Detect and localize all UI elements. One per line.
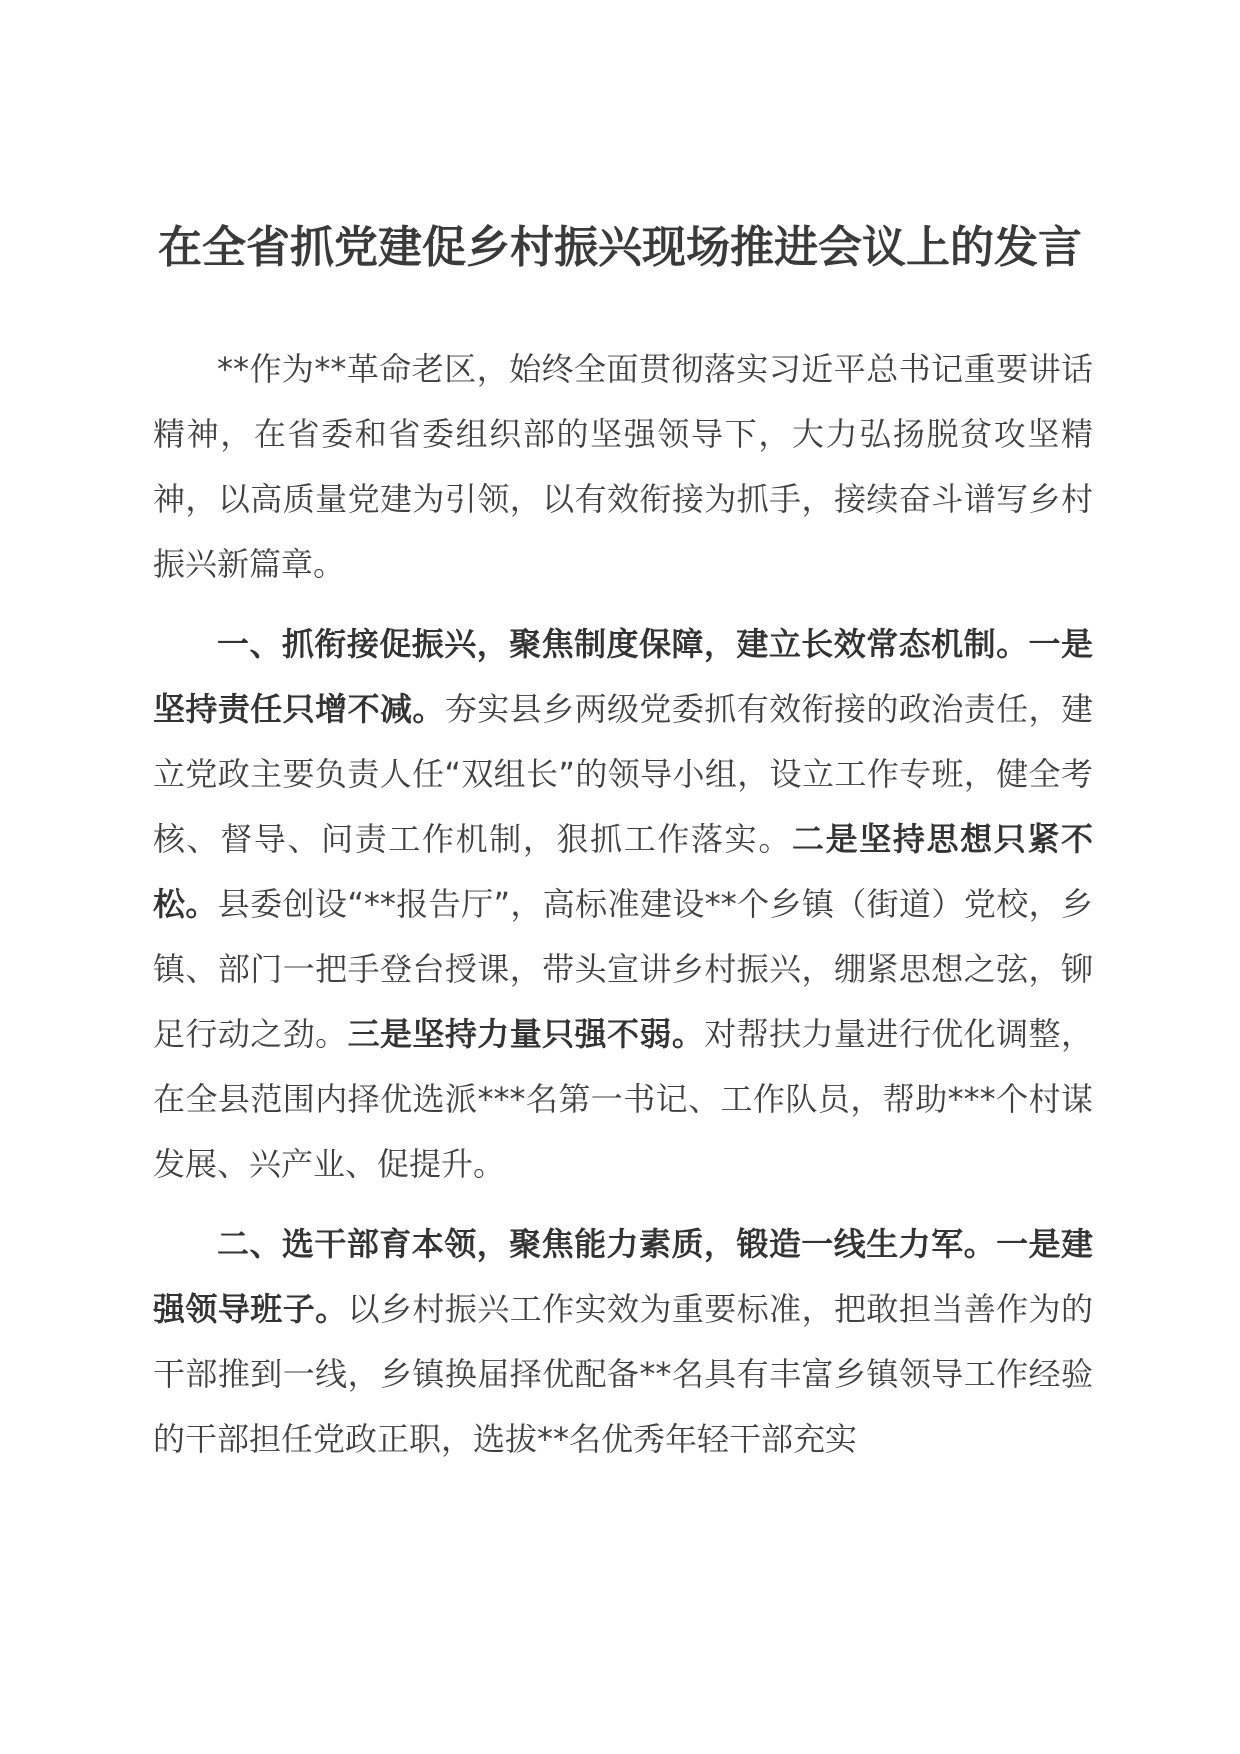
point-heading: 二是坚持思想只紧不松。	[153, 820, 1093, 923]
point-heading: 三是坚持力量只强不弱。	[347, 1015, 705, 1053]
document-body	[153, 337, 1093, 1487]
document-title: 在全省抓党建促乡村振兴现场推进会议上的发言	[158, 222, 1082, 273]
paragraph-intro	[153, 337, 1093, 597]
paragraph-section-one	[153, 612, 1093, 1197]
paragraph-text: **作为**革命老区，始终全面贯彻落实习近平总书记重要讲话精神，在省委和省委组织部的坚强领导下，大力弘扬脱贫攻坚精神，以高质量党建为引领，以有效衔接为抓手，接续奋斗谱写乡村振兴新篇章。	[153, 350, 1093, 583]
section-heading: 一、抓衔接促振兴，聚焦制度保障，建立长效常态机制。一是坚持责任只增不减。	[153, 625, 1093, 728]
paragraph-text: 县委创设“**报告厅”，高标准建设**个乡镇（街道）党校，乡镇、部门一把手登台授课，带头宣讲乡村振兴，绷紧思想之弦，铆足行动之劲。	[153, 885, 1093, 1053]
section-heading: 二、选干部育本领，聚焦能力素质，锻造一线生力军。一是建强领导班子。	[153, 1225, 1093, 1328]
paragraph-section-two	[153, 1212, 1093, 1472]
paragraph-text: 对帮扶力量进行优化调整，在全县范围内择优选派***名第一书记、工作队员，帮助***个村谋发展、兴产业、促提升。	[153, 1015, 1093, 1183]
paragraph-text: 夯实县乡两级党委抓有效衔接的政治责任，建立党政主要负责人任“双组长”的领导小组，设立工作专班，健全考核、督导、问责工作机制，狠抓工作落实。	[153, 690, 1093, 858]
paragraph-text: 以乡村振兴工作实效为重要标准，把敢担当善作为的干部推到一线，乡镇换届择优配备**名具有丰富乡镇领导工作经验的干部担任党政正职，选拔**名优秀年轻干部充实	[153, 1290, 1093, 1458]
